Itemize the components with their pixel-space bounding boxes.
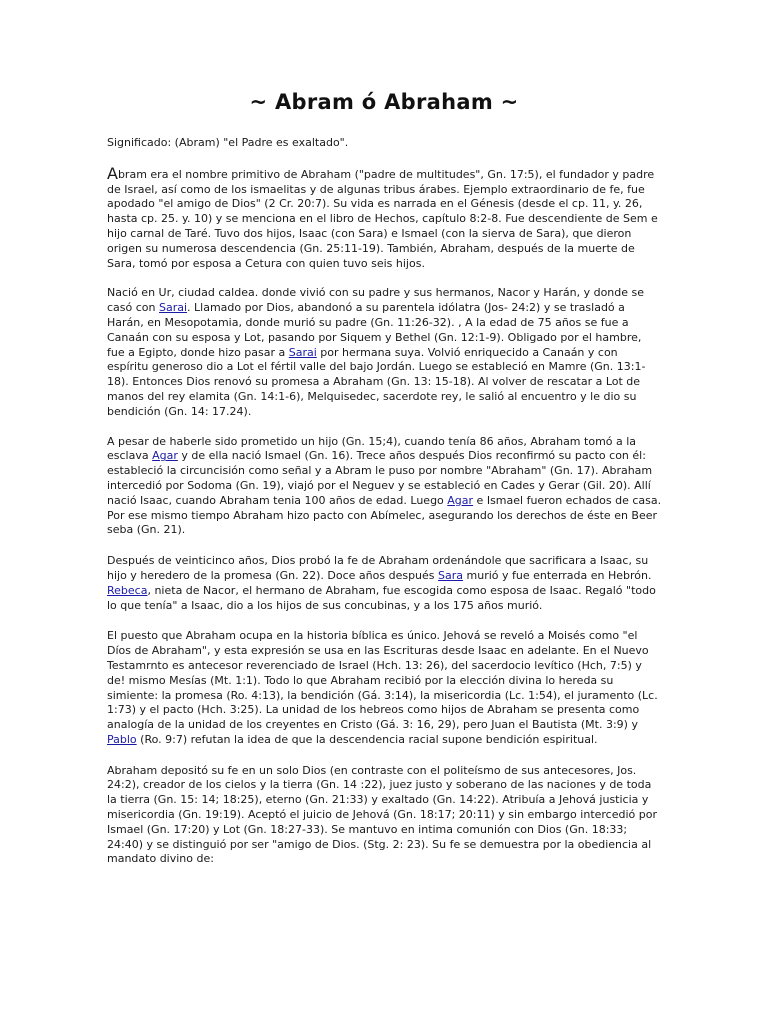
paragraph-1-text: bram era el nombre primitivo de Abraham ("padre de multitudes", Gn. 17:5), el fundador y padre de Israel, así como de los ismaelitas y de algunas tribus árabes. Ejemplo extraordinario de fe, fue apodado "el amigo de Dios" (2 Cr. 20:7). Su vida es narrada en el Génesis (desde el cp. 11, y. 26, hasta cp. 25. y. 10) y se menciona en el libro de Hechos, capítulo 8:2-8. Fue descendiente de Sem e hijo carnal de Taré. Tuvo dos hijos, Isaac (con Sara) e Ismael (con la sierva de Sara), que dieron origen su numerosa descendencia (Gn. 25:11-19). También, Abraham, después de la muerte de Sara, tomó por esposa a Cetura con quien tuvo seis hijos. xyxy=(107,167,658,270)
paragraph-4 xyxy=(107,554,662,613)
link-sarai-2[interactable]: Sarai xyxy=(288,345,317,359)
paragraph-6: Abraham depositó su fe en un solo Dios (en contraste con el politeísmo de sus antecesores, Jos. 24:2), creador de los cielos y la tierra (Gn. 14 :22), juez justo y soberano de las naciones y de toda la tierra (Gn. 15: 14; 18:25), eterno (Gn. 21:33) y exaltado (Gn. 14:22). Atribuía a Jehová justicia y misericordia (Gn. 19:19). Aceptó el juicio de Jehová (Gn. 18:17; 20:11) y sin embargo intercedió por Ismael (Gn. 17:20) y Lot (Gn. 18:27-33). Se mantuvo en intima comunión con Dios (Gn. 18:33; 24:40) y se distinguió por ser "amigo de Dios. (Stg. 2: 23). Su fe se demuestra por la obediencia al mandato divino de: xyxy=(107,763,657,866)
paragraph-4-text-b: murió y fue enterrada en Hebrón. xyxy=(463,568,652,582)
paragraph-3 xyxy=(107,435,662,539)
paragraph-2-text-b: . Llamado por Dios, abandonó a su parentela idólatra (Jos- 24:2) y se trasladó a Harán, en Mesopotamia, donde murió su padre (Gn. 11:26-32). , A la edad de 75 años se fue a Canaán con su esposa y Lot, pasando por Siquem y Bethel (Gn. 12:1-9). Obligado por el hambre, fue a Egipto, donde hizo pasar a xyxy=(107,301,642,359)
paragraph-3-text-b: y de ella nació Ismael (Gn. 16). Trece años después Dios reconfirmó su pacto con él: estableció la circuncisión como señal y a Abram le puso por nombre "Abraham" (Gn. 17). Abraham intercedió por Sodoma (Gn. 19), viajó por el Neguev y se estableció en Cades y Gerar (Gil. 20). Allí nació Isaac, cuando Abraham tenia 100 años de edad. Luego xyxy=(107,449,653,507)
paragraph-2 xyxy=(107,286,662,419)
paragraph-2-text-a: Nació en Ur, ciudad caldea. donde vivió con su padre y sus hermanos, Nacor y Harán, y donde se casó con xyxy=(107,286,645,315)
paragraph-3-text-a: A pesar de haberle sido prometido un hijo (Gn. 15;4), cuando tenía 86 años, Abraham tomó a la esclava xyxy=(107,434,637,463)
paragraph-5-text-b: (Ro. 9:7) refutan la idea de que la descendencia racial supone bendición espiritual. xyxy=(136,732,598,746)
paragraph-4-text-c: , nieta de Nacor, el hermano de Abraham, fue escogida como esposa de Isaac. Regaló "todo lo que tenía" a Isaac, dio a los hijos de sus concubinas, y a los 175 años murió. xyxy=(107,583,656,612)
link-agar-2[interactable]: Agar xyxy=(447,493,474,507)
page-title: ~ Abram ó Abraham ~ xyxy=(249,90,519,114)
link-pablo[interactable]: Pablo xyxy=(107,732,137,746)
paragraph-5 xyxy=(107,629,662,747)
paragraph-5-text-a: El puesto que Abraham ocupa en la historia bíblica es único. Jehová se reveló a Moisés como "el Díos de Abraham", y esta expresión se usa en las Escrituras desde Isaac en adelante. En el Nuevo Testamrnto es antecesor reverenciado de Israel (Hch. 13: 26), del sacerdocio levítico (Hch, 7:5) y de! mismo Mesías (Mt. 1:1). Todo lo que Abraham recibió por la elección divina lo hereda su simiente: la promesa (Ro. 4:13), la bendición (Gá. 3:14), la misericordia (Lc. 1:54), el juramento (Lc. 1:73) y el pacto (Hch. 3:25). La unidad de los hebreos como hijos de Abraham se presenta como analogía de la unidad de los creyentes en Cristo (Gá. 3: 16, 29), pero Juan el Bautista (Mt. 3:9) y xyxy=(107,629,658,732)
link-rebeca[interactable]: Rebeca xyxy=(107,583,148,597)
drop-cap-letter: A xyxy=(107,163,118,183)
meaning-line: Significado: (Abram) "el Padre es exaltado". xyxy=(107,136,349,149)
article-body xyxy=(107,136,662,883)
link-agar[interactable]: Agar xyxy=(152,449,178,463)
link-sara[interactable]: Sara xyxy=(438,568,464,582)
paragraph-3-text-c: e Ismael fueron echados de casa. Por ese mismo tiempo Abraham hizo pacto con Abímelec, asegurando los derechos de éste en Beer seba (Gn. 21). xyxy=(107,493,662,537)
paragraph-2-text-c: por hermana suya. Volvió enriquecido a Canaán y con espíritu generoso dio a Lot el fértil valle del bajo Jordán. Luego se estableció en Mamre (Gn. 13:1-18). Entonces Dios renovó su promesa a Abraham (Gn. 13: 15-18). Al volver de rescatar a Lot de manos del rey elamita (Gn. 14:1-6), Melquisedec, sacerdote rey, le salió al encuentro y le dio su bendición (Gn. 14: 17.24). xyxy=(107,345,646,418)
link-sarai[interactable]: Sarai xyxy=(159,301,188,315)
paragraph-1 xyxy=(107,163,662,272)
paragraph-4-text-a: Después de veinticinco años, Dios probó la fe de Abraham ordenándole que sacrificara a Isaac, su hijo y heredero de la promesa (Gn. 22). Doce años después xyxy=(107,554,649,582)
